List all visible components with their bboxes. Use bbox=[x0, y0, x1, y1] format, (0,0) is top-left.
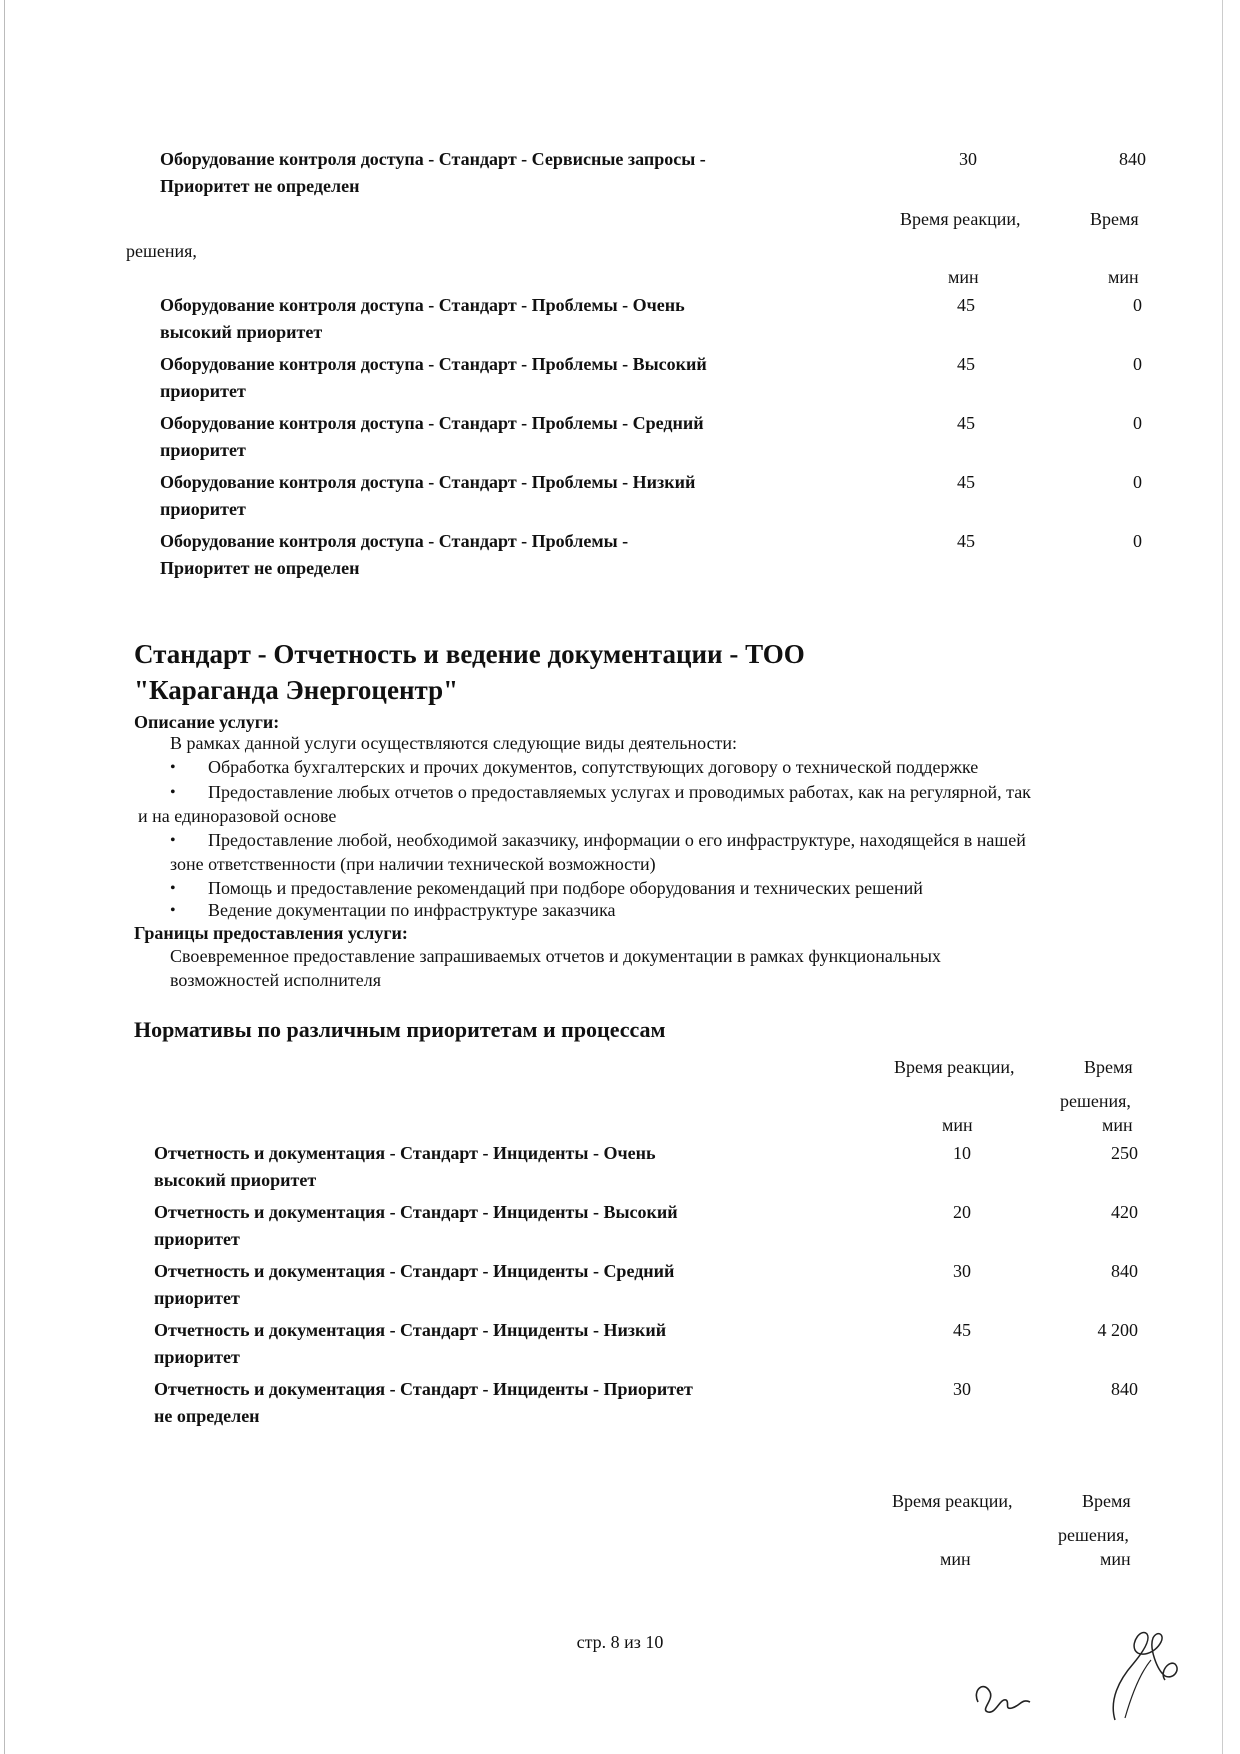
boundaries-text-line1: Своевременное предоставление запрашиваемых отчетов и документации в рамках функциональных bbox=[170, 946, 941, 966]
table-a-row-reaction: 45 bbox=[957, 472, 975, 492]
bullet-icon: • bbox=[170, 784, 176, 801]
table-b-row-resolution: 4 200 bbox=[1097, 1320, 1138, 1340]
bullet-text-continuation: зоне ответственности (при наличии технической возможности) bbox=[170, 854, 656, 874]
table-b-row-resolution: 250 bbox=[1111, 1143, 1138, 1163]
table-a-row-resolution: 0 bbox=[1133, 354, 1142, 374]
boundaries-text-line2: возможностей исполнителя bbox=[170, 970, 382, 990]
table-a-top-row-reaction: 30 bbox=[959, 149, 977, 169]
table-b-header-reaction-line1: Время реакции, bbox=[894, 1057, 1015, 1077]
table-b-row-reaction: 30 bbox=[953, 1379, 971, 1399]
bullet-icon: • bbox=[170, 832, 176, 849]
table-b-row-reaction: 20 bbox=[953, 1202, 971, 1222]
table-a-row-resolution: 0 bbox=[1133, 413, 1142, 433]
table-a-row-resolution: 0 bbox=[1133, 295, 1142, 315]
bullet-text-continuation: и на единоразовой основе bbox=[138, 806, 337, 826]
table-b-row-reaction: 30 bbox=[953, 1261, 971, 1281]
table-b-row-reaction: 45 bbox=[953, 1320, 971, 1340]
description-label: Описание услуги: bbox=[134, 712, 280, 732]
table-a-header-resolution-line3: мин bbox=[1108, 267, 1139, 287]
table-b-row-name: Отчетность и документация - Стандарт - Инциденты - Очень высокий приоритет bbox=[154, 1143, 656, 1190]
page-number: стр. 8 из 10 bbox=[576, 1632, 664, 1652]
table-c-header-reaction-line2: мин bbox=[940, 1549, 971, 1569]
table-a-row-reaction: 45 bbox=[957, 295, 975, 315]
table-a-top-row-name: Оборудование контроля доступа - Стандарт - Сервисные запросы - Приоритет не определен bbox=[160, 149, 706, 196]
table-c-header-reaction-line1: Время реакции, bbox=[892, 1491, 1013, 1511]
bullet-text: Предоставление любых отчетов о предоставляемых услугах и проводимых работах, как на регулярной, так bbox=[208, 782, 1031, 802]
table-b-row-name: Отчетность и документация - Стандарт - Инциденты - Средний приоритет bbox=[154, 1261, 675, 1308]
signature-1-icon bbox=[970, 1640, 1040, 1720]
table-c-header-resolution-line3: мин bbox=[1100, 1549, 1131, 1569]
bullet-icon: • bbox=[170, 902, 176, 919]
table-a-header-resolution-line2: решения, bbox=[126, 241, 197, 261]
table-b-row-resolution: 840 bbox=[1111, 1261, 1138, 1281]
table-a-header-reaction-line1: Время реакции, bbox=[900, 209, 1021, 229]
bullet-icon: • bbox=[170, 880, 176, 897]
table-a-row-name: Оборудование контроля доступа - Стандарт - Проблемы - Средний приоритет bbox=[160, 413, 704, 460]
table-b-row-name: Отчетность и документация - Стандарт - Инциденты - Приоритет не определен bbox=[154, 1379, 693, 1426]
table-a-row-resolution: 0 bbox=[1133, 531, 1142, 551]
table-a-header-resolution-line1: Время bbox=[1090, 209, 1139, 229]
table-a-top-row-resolution: 840 bbox=[1119, 149, 1146, 169]
table-b-row-resolution: 840 bbox=[1111, 1379, 1138, 1399]
bullet-text: Обработка бухгалтерских и прочих документов, сопутствующих договору о технической поддержке bbox=[208, 757, 979, 777]
scan-edge-left bbox=[4, 0, 5, 1754]
table-a-row-reaction: 45 bbox=[957, 531, 975, 551]
table-b-row-name: Отчетность и документация - Стандарт - Инциденты - Низкий приоритет bbox=[154, 1320, 667, 1367]
table-a-header-reaction-line2: мин bbox=[948, 267, 979, 287]
table-b-row-name: Отчетность и документация - Стандарт - Инциденты - Высокий приоритет bbox=[154, 1202, 678, 1249]
bullet-text: Ведение документации по инфраструктуре заказчика bbox=[208, 900, 616, 920]
table-a-row-name: Оборудование контроля доступа - Стандарт - Проблемы - Очень высокий приоритет bbox=[160, 295, 685, 342]
bullet-icon: • bbox=[170, 759, 176, 776]
signature-2-icon bbox=[1095, 1620, 1195, 1730]
table-a-row-reaction: 45 bbox=[957, 413, 975, 433]
table-a-row-name: Оборудование контроля доступа - Стандарт - Проблемы - Приоритет не определен bbox=[160, 531, 629, 578]
bullet-text: Помощь и предоставление рекомендаций при подборе оборудования и технических решений bbox=[208, 878, 923, 898]
table-b-header-reaction-line2: мин bbox=[942, 1115, 973, 1135]
table-b-header-resolution-line1: Время bbox=[1084, 1057, 1133, 1077]
description-intro: В рамках данной услуги осуществляются следующие виды деятельности: bbox=[170, 733, 738, 753]
table-a-row-name: Оборудование контроля доступа - Стандарт - Проблемы - Высокий приоритет bbox=[160, 354, 707, 401]
scan-edge-right bbox=[1222, 0, 1223, 1754]
table-b-header-resolution-line2: решения, bbox=[1060, 1091, 1131, 1111]
bullet-text: Предоставление любой, необходимой заказчику, информации о его инфраструктуре, находящейся в нашей bbox=[208, 830, 1026, 850]
table-a-row-name: Оборудование контроля доступа - Стандарт - Проблемы - Низкий приоритет bbox=[160, 472, 696, 519]
table-c-header-resolution-line2: решения, bbox=[1058, 1525, 1129, 1545]
table-b-header-resolution-line3: мин bbox=[1102, 1115, 1133, 1135]
section-title-line2: "Караганда Энергоцентр" bbox=[134, 675, 459, 705]
table-a-row-reaction: 45 bbox=[957, 354, 975, 374]
table-b-row-reaction: 10 bbox=[953, 1143, 971, 1163]
table-b-row-resolution: 420 bbox=[1111, 1202, 1138, 1222]
table-a-row-resolution: 0 bbox=[1133, 472, 1142, 492]
table-c-header-resolution-line1: Время bbox=[1082, 1491, 1131, 1511]
section-title-line1: Стандарт - Отчетность и ведение документации - ТОО bbox=[134, 639, 805, 669]
boundaries-label: Границы предоставления услуги: bbox=[134, 923, 408, 943]
norms-title: Нормативы по различным приоритетам и процессам bbox=[134, 1017, 666, 1042]
